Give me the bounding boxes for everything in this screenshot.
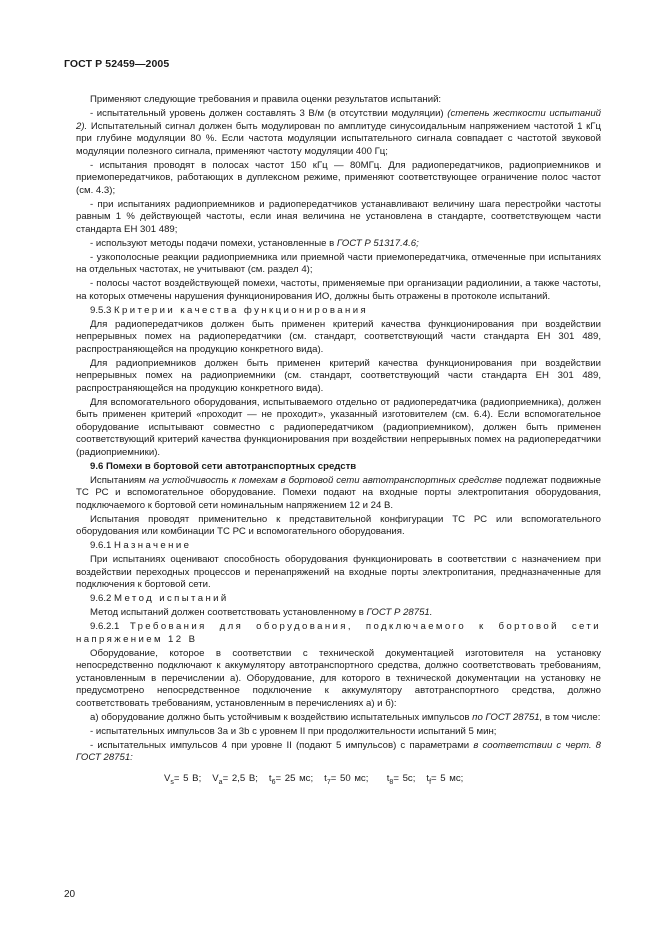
subscript: f <box>429 778 432 786</box>
section-number: 9.6.2.1 <box>90 621 130 632</box>
section-heading-9-5-3 <box>76 305 601 318</box>
section-title: Требования для оборудования, подключаемого к бортовой сети напряжением 12 В <box>76 621 601 645</box>
paragraph: - узкополосные реакции радиоприемника или приемной части приемопередатчика, отмеченные при испытаниях на отдельных частотах, не учитывают (см. раздел 4); <box>76 251 601 275</box>
document-body <box>76 94 601 789</box>
subscript: 8 <box>389 778 394 786</box>
italic-text: в соответствии с черт. 8 ГОСТ 28751: <box>76 739 602 763</box>
value: = 2,5 В; <box>222 772 258 784</box>
subscript: 7 <box>326 778 331 786</box>
text: - испытательный уровень должен составлять 3 В/м (в отсутствии модуляции) <box>90 108 448 119</box>
value: = 50 мс; <box>330 772 369 784</box>
italic-text: (степень жесткости испытаний 2). <box>76 108 601 132</box>
paragraph: Для радиопередатчиков должен быть применен критерий качества функционирования при воздействии непрерывных помех на радиопередатчики (см. стандарт, соответствующий части стандарта ЕН 301 489, распространяющейся на продукцию конкретного вида). <box>76 318 601 355</box>
paragraph: При испытаниях оценивают способность оборудования функционировать в соответствии с назначением при воздействии переходных процессов и перенапряжений на входные порты электропитания, предназначенные для подключения к бортовой сети. <box>76 554 601 590</box>
page-number: 20 <box>64 889 76 900</box>
section-number: 9.6.2 <box>90 593 115 604</box>
paragraph <box>76 607 601 620</box>
param-t6 <box>269 773 313 789</box>
paragraph: - при испытаниях радиоприемников и радиопередатчиков устанавливают величину шага перестройки частоты равным 1 % действующей частоты, если иная величина не установлена в стандарте, соответствующем части стандарта ЕН 301 489; <box>76 198 601 235</box>
paragraph: Для вспомогательного оборудования, испытываемого отдельно от радиопередатчика (радиоприемника), должен быть применен критерий «проходит — не проходит», указанный изготовителем (см. 6.4). Если вспомогательное оборудование испытывают совместно с радиопередатчиком (радиоприемником), должен быть применен соответствующий критерий качества функционирования при воздействии непрерывных помех на радиопередатчики (радиоприемники). <box>76 396 601 458</box>
value: = 5 В; <box>173 772 202 784</box>
value: = 5 мс; <box>431 772 464 784</box>
symbol: t <box>268 772 272 784</box>
section-heading-9-6-2-1 <box>76 621 601 646</box>
text: подлежат подвижные ТС РС и вспомогательное оборудование. Помехи подают на входные порты электропитания оборудования, подключаемого к бортовой сети номинальным напряжением 12 и 24 В. <box>76 474 601 511</box>
paragraph: - испытательных импульсов 3а и 3b с уровнем II при продолжительности испытаний 5 мин; <box>90 725 497 737</box>
paragraph <box>76 108 601 158</box>
text: а) оборудование должно быть устойчивым к воздействию испытательных импульсов <box>90 711 473 723</box>
param-t7 <box>324 773 368 789</box>
paragraph <box>76 740 601 765</box>
section-heading-9-6-2 <box>76 593 601 606</box>
text: - используют методы подачи помехи, установленные в <box>90 237 337 249</box>
italic-text: ГОСТ Р 28751. <box>366 607 433 618</box>
param-vs <box>164 773 201 789</box>
section-heading-9-6: 9.6 Помехи в бортовой сети автотранспортных средств <box>90 460 357 472</box>
symbol: t <box>426 772 430 784</box>
paragraph <box>76 712 601 725</box>
paragraph: Применяют следующие требования и правила оценки результатов испытаний: <box>90 94 442 105</box>
section-title: Метод испытаний <box>114 593 229 604</box>
section-heading-9-6-1 <box>76 540 601 553</box>
text: - испытательных импульсов 4 при уровне II (подают 5 импульсов) с параметрами <box>90 739 474 751</box>
section-title: Критерии качества функционирования <box>114 304 369 316</box>
paragraph <box>76 238 601 251</box>
text: Испытательный сигнал должен быть модулирован по амплитуде синусоидальным напряжением частотой 1 кГц при глубине модуляции 80 %. Если частота модуляции испытательного сигнала совпадает с частотой звуковой модуляции полезного сигнала, применяют частоту модуляции 400 Гц; <box>76 120 601 157</box>
section-title: Назначение <box>114 540 192 551</box>
paragraph: Испытания проводят применительно к представительной конфигурации ТС РС или вспомогательного оборудования или комбинации ТС РС и вспомогательного оборудования. <box>76 513 601 537</box>
subscript: a <box>218 778 223 786</box>
italic-text: по ГОСТ 28751, <box>472 711 543 723</box>
document-header: ГОСТ Р 52459—2005 <box>64 58 170 70</box>
subscript: s <box>170 778 174 786</box>
symbol: V <box>212 772 219 784</box>
text: в том числе: <box>542 711 601 723</box>
paragraph: Для радиоприемников должен быть применен критерий качества функционирования при воздействии непрерывных помех на радиоприемники (см. стандарт, соответствующий части стандарта ЕН 301 489, распространяющейся на продукцию конкретного вида). <box>76 357 601 394</box>
param-va <box>212 773 258 789</box>
value: = 25 мс; <box>275 772 314 784</box>
param-t8 <box>387 773 416 789</box>
italic-text: ГОСТ Р 51317.4.6; <box>336 237 419 249</box>
symbol: t <box>324 772 327 784</box>
italic-text: на устойчивость к помехам в бортовой сети автотранспортных средстве <box>148 474 503 486</box>
symbol: t <box>386 772 390 784</box>
text: Метод испытаний должен соответствовать установленному в <box>90 607 367 618</box>
paragraph <box>76 475 601 513</box>
formula-parameters <box>76 773 601 789</box>
param-tf <box>426 773 463 789</box>
text: Испытаниям <box>90 474 149 486</box>
value: = 5с; <box>393 772 416 784</box>
subscript: 6 <box>271 778 276 786</box>
paragraph: - полосы частот воздействующей помехи, частоты, применяемые при организации радиолинии, а также частоты, на которых отмечены нарушения функционирования ИО, должны быть отражены в протоколе испытаний. <box>76 278 601 302</box>
section-number: 9.5.3 <box>90 304 115 316</box>
symbol: V <box>164 772 171 784</box>
section-number: 9.6.1 <box>90 540 115 551</box>
paragraph: Оборудование, которое в соответствии с технической документацией изготовителя на установку непосредственно подключают к аккумулятору автотранспортного средства, должно соответствовать требованиям, установленным в перечислении а). Оборудование, для которого в технической документации на установку не предусмотрено непосредственное подключение к аккумулятору автотранспортного средства, должно соответствовать требованиям, установленным в перечислениях а) и б): <box>76 647 601 709</box>
paragraph: - испытания проводят в полосах частот 150 кГц — 80МГц. Для радиопередатчиков, радиоприемников и приемопередатчиков, работающих в дуплексном режиме, применяют соответствующее ограничение полос частот (см. 4.3); <box>76 159 601 196</box>
